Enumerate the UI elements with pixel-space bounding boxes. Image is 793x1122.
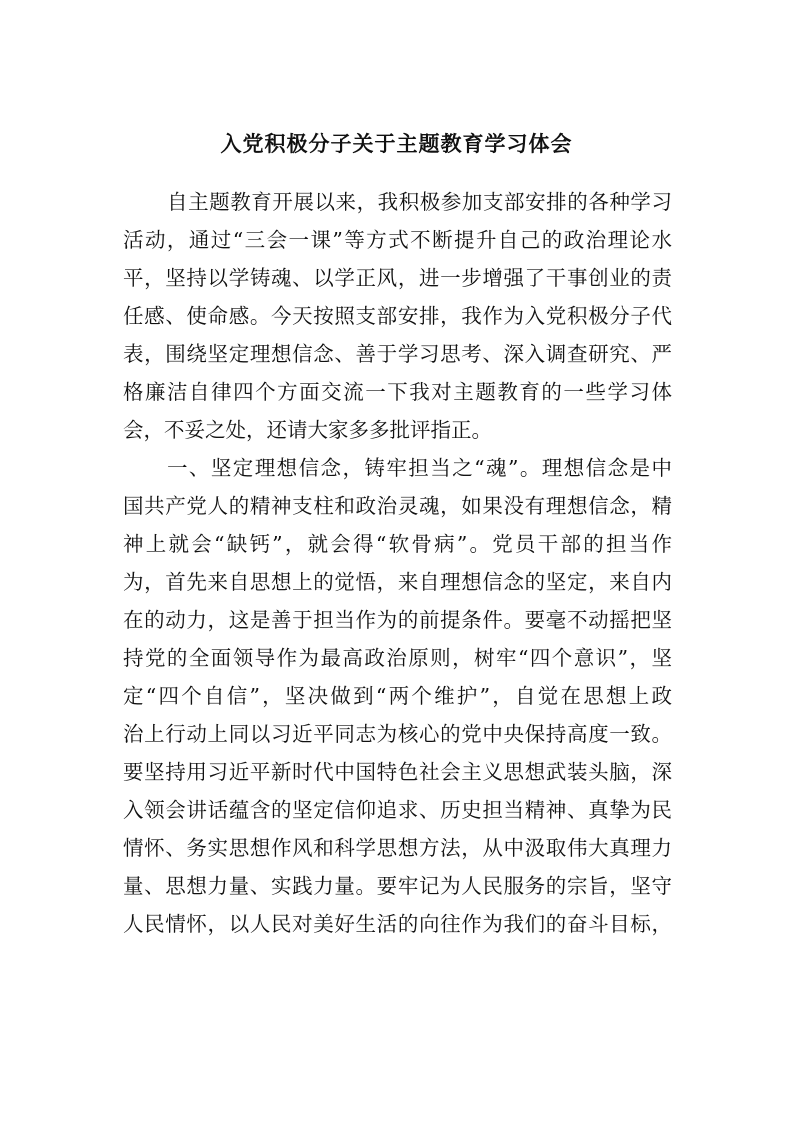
paragraph-line: 要坚持用习近平新时代中国特色社会主义思想武装头脑，深 [123, 760, 672, 784]
paragraph-line: 平，坚持以学铸魂、以学正风，进一步增强了干事创业的责 [123, 266, 672, 290]
paragraph-line: 任感、使命感。今天按照支部安排，我作为入党积极分子代 [123, 304, 672, 328]
paragraph-line: 格廉洁自律四个方面交流一下我对主题教育的一些学习体 [123, 380, 672, 404]
paragraph-line: 持党的全面领导作为最高政治原则，树牢“四个意识”，坚 [123, 646, 672, 670]
paragraph-line: 人民情怀，以人民对美好生活的向往作为我们的奋斗目标， [123, 912, 672, 936]
paragraph-line: 定“四个自信”，坚决做到“两个维护”，自觉在思想上政 [123, 684, 672, 708]
paragraph-line: 国共产党人的精神支柱和政治灵魂，如果没有理想信念，精 [123, 494, 672, 518]
paragraph-line: 在的动力，这是善于担当作为的前提条件。要毫不动摇把坚 [123, 608, 672, 632]
paragraph-line: 表，围绕坚定理想信念、善于学习思考、深入调查研究、严 [123, 342, 672, 366]
paragraph-line: 活动，通过“三会一课”等方式不断提升自己的政治理论水 [123, 228, 672, 252]
document-title: 入党积极分子关于主题教育学习体会 [220, 131, 573, 156]
paragraph-line: 自主题教育开展以来，我积极参加支部安排的各种学习 [167, 190, 672, 214]
paragraph-line: 治上行动上同以习近平同志为核心的党中央保持高度一致。 [123, 722, 672, 746]
paragraph-line: 一、坚定理想信念，铸牢担当之“魂”。理想信念是中 [167, 456, 672, 480]
paragraph-line: 神上就会“缺钙”，就会得“软骨病”。党员干部的担当作 [123, 532, 672, 556]
paragraph-line: 情怀、务实思想作风和科学思想方法，从中汲取伟大真理力 [123, 836, 672, 860]
paragraph-line: 为，首先来自思想上的觉悟，来自理想信念的坚定，来自内 [123, 570, 672, 594]
paragraph-line: 会，不妥之处，还请大家多多批评指正。 [123, 418, 492, 442]
paragraph-line: 量、思想力量、实践力量。要牢记为人民服务的宗旨，坚守 [123, 874, 672, 898]
paragraph-line: 入领会讲话蕴含的坚定信仰追求、历史担当精神、真挚为民 [123, 798, 672, 822]
